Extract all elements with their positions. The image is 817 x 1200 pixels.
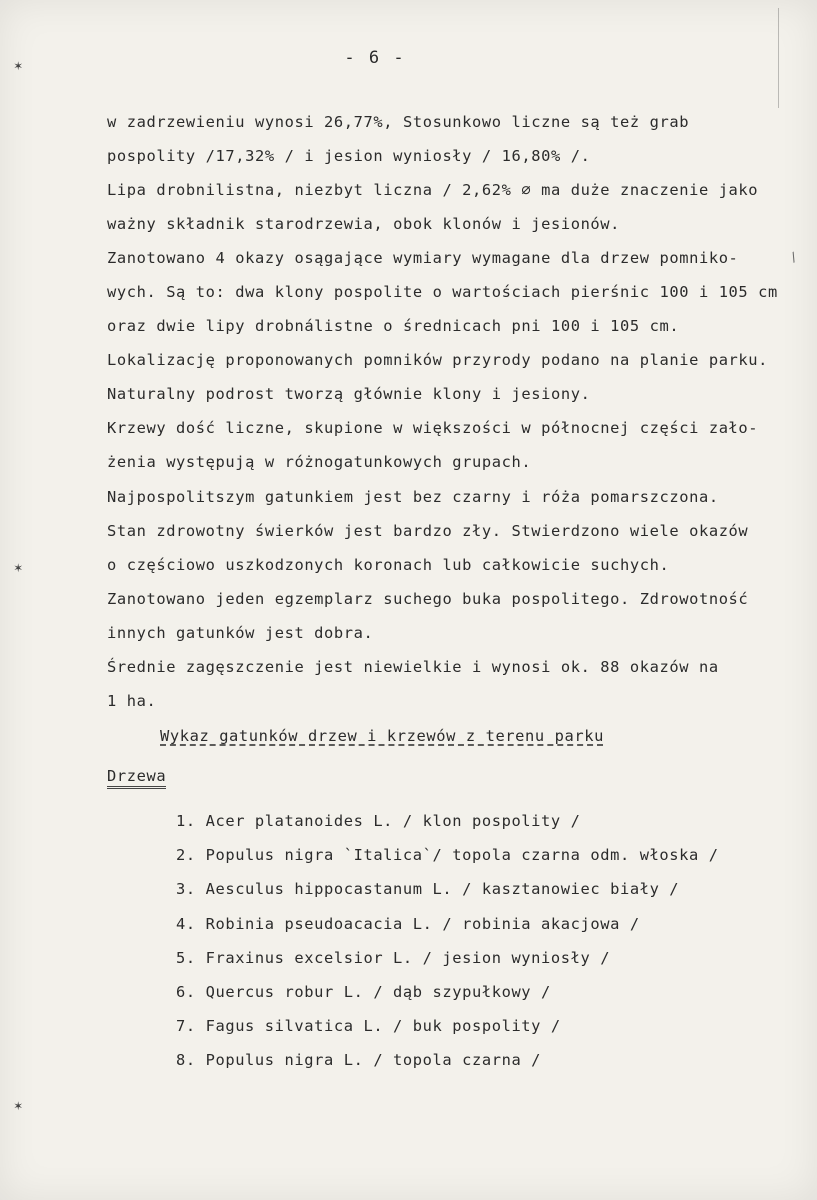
body-line: Najpospolitszym gatunkiem jest bez czarny i róża pomarszczona. bbox=[107, 488, 719, 506]
punch-mark: ✶ bbox=[14, 560, 23, 576]
body-line: ważny składnik starodrzewia, obok klonów i jesionów. bbox=[107, 215, 621, 233]
subheading-trees: Drzewa bbox=[107, 767, 166, 789]
body-line: Lipa drobnilistna, niezbyt liczna / 2,62% ∅ ma duże znaczenie jako bbox=[107, 181, 759, 199]
body-line: Zanotowano jeden egzemplarz suchego buka pospolitego. Zdrowotność bbox=[107, 590, 749, 608]
body-line: Średnie zagęszczenie jest niewielkie i wynosi ok. 88 okazów na bbox=[107, 658, 719, 676]
body-line: pospolity /17,32% / i jesion wyniosły / 16,80% /. bbox=[107, 147, 591, 165]
tree-species-list bbox=[176, 812, 719, 1086]
page-edge-line bbox=[778, 8, 779, 108]
body-line: Krzewy dość liczne, skupione w większości w północnej części zało- bbox=[107, 419, 759, 437]
list-item: 3. Aesculus hippocastanum L. / kasztanowiec biały / bbox=[176, 880, 680, 899]
body-line: innych gatunków jest dobra. bbox=[107, 624, 374, 642]
section-heading: Wykaz gatunków drzew i krzewów z terenu parku bbox=[160, 727, 604, 745]
pencil-tick-mark: / bbox=[786, 249, 801, 265]
punch-mark: ✶ bbox=[14, 1098, 23, 1114]
body-line: o częściowo uszkodzonych koronach lub całkowicie suchych. bbox=[107, 556, 670, 574]
list-item: 1. Acer platanoides L. / klon pospolity / bbox=[176, 812, 581, 830]
list-item: 5. Fraxinus excelsior L. / jesion wyniosły / bbox=[176, 948, 611, 967]
punch-mark: ✶ bbox=[14, 58, 23, 74]
body-line: 1 ha. bbox=[107, 692, 157, 710]
list-item: 4. Robinia pseudoacacia L. / robinia akacjowa / bbox=[176, 914, 640, 933]
body-line: żenia występują w różnogatunkowych grupach. bbox=[107, 453, 532, 471]
list-item: 8. Populus nigra L. / topola czarna / bbox=[176, 1051, 542, 1070]
list-item: 7. Fagus silvatica L. / buk pospolity / bbox=[176, 1017, 561, 1036]
body-line: wych. Są to: dwa klony pospolite o wartościach pierśnic 100 i 105 cm bbox=[107, 283, 778, 301]
body-line: Naturalny podrost tworzą głównie klony i jesiony. bbox=[107, 385, 591, 403]
body-line: oraz dwie lipy drobnálistne o średnicach pni 100 i 105 cm. bbox=[107, 317, 680, 335]
list-item: 2. Populus nigra `Italica`/ topola czarna odm. włoska / bbox=[176, 846, 719, 865]
list-item: 6. Quercus robur L. / dąb szypułkowy / bbox=[176, 982, 551, 1001]
body-line: Lokalizację proponowanych pomników przyrody podano na planie parku. bbox=[107, 351, 769, 369]
body-line: w zadrzewieniu wynosi 26,77%, Stosunkowo liczne są też grab bbox=[107, 113, 690, 131]
body-line: Zanotowano 4 okazy osągające wymiary wymagane dla drzew pomniko- bbox=[107, 249, 739, 267]
page-number: - 6 - bbox=[344, 48, 406, 68]
body-line: Stan zdrowotny świerków jest bardzo zły. Stwierdzono wiele okazów bbox=[107, 522, 749, 540]
